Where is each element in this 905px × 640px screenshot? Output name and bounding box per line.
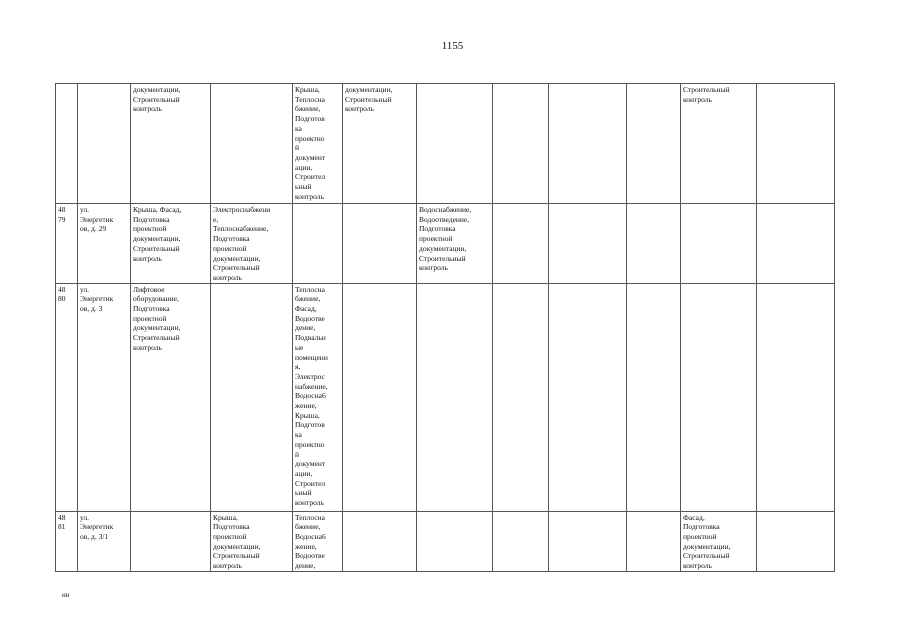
table-cell [78, 511, 131, 571]
table-row [56, 84, 835, 204]
table-cell [757, 283, 835, 511]
cell-text-line: ации, [295, 468, 313, 478]
cell-text-line: е, [213, 214, 219, 224]
cell-text-line: Подготовка [419, 224, 456, 234]
page-number: 1155 [441, 40, 464, 52]
cell-text-line: 80 [58, 294, 66, 304]
table-cell [78, 84, 131, 204]
cell-text-line: бжение, [295, 294, 321, 304]
table-cell [211, 283, 293, 511]
cell-text-line: проектной [419, 234, 453, 244]
table-cell [343, 511, 417, 571]
cell-text-line: Подготов [295, 420, 325, 430]
table-cell [417, 84, 493, 204]
cell-text-line: 48 [58, 512, 66, 522]
table-cell [757, 84, 835, 204]
cell-text-line: контроль [683, 94, 712, 104]
cell-text-line: ка [295, 123, 302, 133]
cell-text-line: Строительный [133, 243, 180, 253]
cell-text-line: ов, д. 3/1 [80, 532, 109, 542]
cell-text-line: Энергетик [80, 522, 114, 532]
cell-text-line: Строительный [133, 333, 180, 343]
cell-text-line: Водоотве [295, 551, 325, 561]
table-cell [757, 511, 835, 571]
table-cell [293, 283, 343, 511]
table-cell [211, 204, 293, 284]
cell-text-line: документации, [345, 85, 393, 94]
cell-text-line: ов, д. 3 [80, 304, 103, 314]
cell-text-line: Крыша, [295, 85, 320, 94]
cell-text-line: документ [295, 459, 326, 469]
cell-text-line: контроль [213, 561, 242, 571]
table-row [56, 283, 835, 511]
cell-text-line: контроль [133, 104, 162, 114]
cell-text-line: проектной [683, 532, 717, 542]
cell-text-line: набжение, [295, 381, 328, 391]
cell-text-line: документации, [683, 541, 731, 551]
cell-text-line: Фасад, [295, 304, 317, 314]
cell-text-line: 48 [58, 205, 66, 214]
table-cell [757, 204, 835, 284]
cell-text-line: Водоснабжение, [419, 205, 472, 214]
cell-text-line: Строительный [133, 94, 180, 104]
cell-text-line: Водоотве [295, 313, 325, 323]
table-cell [56, 84, 78, 204]
table-cell [493, 283, 549, 511]
table-cell [549, 204, 627, 284]
cell-text-line: проектной [133, 313, 167, 323]
cell-text-line: ул. [80, 205, 90, 214]
table-cell [131, 283, 211, 511]
cell-text-line: проектной [133, 224, 167, 234]
cell-text-line: ые [295, 342, 304, 352]
cell-text-line: Подготовка [133, 214, 170, 224]
cell-text-line: ации, [295, 162, 313, 172]
cell-text-line: документации, [133, 85, 181, 94]
cell-text-line: контроль [295, 191, 324, 201]
cell-text-line: Подготовка [213, 522, 250, 532]
table-cell [293, 84, 343, 204]
table-cell [417, 283, 493, 511]
cell-text-line: Фасад, [683, 512, 705, 522]
cell-text-line: Лифтовое [133, 284, 165, 294]
table-cell [627, 84, 681, 204]
cell-text-line: проектно [295, 439, 325, 449]
table-cell [681, 511, 757, 571]
cell-text-line: Строительный [213, 263, 260, 273]
cell-text-line: Строительный [419, 253, 466, 263]
cell-text-line: Электроснабжени [213, 205, 271, 214]
cell-text-line: Подготовка [133, 304, 170, 314]
cell-text-line: Подвальн [295, 333, 326, 343]
table-cell [78, 283, 131, 511]
cell-text-line: ул. [80, 284, 90, 294]
table-body [56, 84, 835, 572]
cell-text-line: Крыша, [213, 512, 238, 522]
cell-text-line: Водосна6 [295, 532, 326, 542]
cell-text-line: контроль [213, 272, 242, 282]
cell-text-line: жение, [295, 401, 317, 411]
cell-text-line: Крыша, Фасад, [133, 205, 182, 214]
table-cell [627, 204, 681, 284]
table-cell [681, 204, 757, 284]
cell-text-line: контроль [295, 498, 324, 508]
cell-text-line: Энергетик [80, 214, 114, 224]
cell-text-line: дение, [295, 561, 316, 571]
cell-text-line: Строител [295, 172, 326, 182]
cell-text-line: Крыша, [295, 410, 320, 420]
table-cell [549, 511, 627, 571]
table-cell [493, 84, 549, 204]
cell-text-line: Подготовка [213, 234, 250, 244]
cell-text-line: ьный [295, 182, 312, 192]
cell-text-line: Теплосна [295, 512, 325, 522]
table-cell [56, 511, 78, 571]
cell-text-line: проектной [213, 532, 247, 542]
cell-text-line: бжение, [295, 104, 321, 114]
table-cell [493, 511, 549, 571]
cell-text-line: Теплоснабжение, [213, 224, 269, 234]
cell-text-line: 48 [58, 284, 66, 294]
cell-text-line: ов, д. 29 [80, 224, 107, 234]
cell-text-line: 81 [58, 522, 66, 532]
cell-text-line: документации, [419, 243, 467, 253]
cell-text-line: помещени [295, 352, 328, 362]
cell-text-line: Энергетик [80, 294, 114, 304]
table-cell [293, 204, 343, 284]
cell-text-line: ьный [295, 488, 312, 498]
cell-text-line: Строительный [345, 94, 392, 104]
cell-text-line: Водоотведение, [419, 214, 470, 224]
cell-text-line: Электрос [295, 371, 325, 381]
table-cell [78, 204, 131, 284]
cell-text-line: документ [295, 152, 326, 162]
table-cell [56, 204, 78, 284]
table-row [56, 204, 835, 284]
cell-text-line: Строительный [213, 551, 260, 561]
cell-text-line: Теплосна [295, 284, 325, 294]
cell-text-line: бжение, [295, 522, 321, 532]
table-cell [549, 84, 627, 204]
table-cell [211, 511, 293, 571]
cell-text-line: контроль [683, 561, 712, 571]
repair-schedule-table [55, 83, 835, 572]
cell-text-line: оборудование, [133, 294, 179, 304]
cell-text-line: жение, [295, 541, 317, 551]
cell-text-line: 79 [58, 214, 66, 224]
cell-text-line: проектной [213, 243, 247, 253]
table-cell [627, 511, 681, 571]
cell-text-line: контроль [133, 342, 162, 352]
table-cell [131, 84, 211, 204]
table-cell [131, 511, 211, 571]
table-cell [681, 84, 757, 204]
cell-text-line: документации, [133, 234, 181, 244]
cell-text-line: документации, [213, 541, 261, 551]
cell-text-line: ка [295, 430, 302, 440]
table-cell [343, 84, 417, 204]
cell-text-line: документации, [213, 253, 261, 263]
cell-text-line: контроль [345, 104, 374, 114]
table-cell [56, 283, 78, 511]
table-row [56, 511, 835, 571]
cell-text-line: й [295, 449, 300, 459]
cell-text-line: Водосна6 [295, 391, 326, 401]
cell-text-line: й [295, 143, 300, 153]
table-cell [627, 283, 681, 511]
table-cell [417, 511, 493, 571]
table-cell [211, 84, 293, 204]
cell-text-line: Строительный [683, 85, 730, 94]
cell-text-line: контроль [133, 253, 162, 263]
cell-text-line: документации, [133, 323, 181, 333]
table-cell [343, 283, 417, 511]
cell-text-line: Теплосна [295, 94, 325, 104]
cell-text-line: проектно [295, 133, 325, 143]
table-cell [417, 204, 493, 284]
cell-text-line: Подготов [295, 114, 325, 124]
cell-text-line: ул. [80, 512, 90, 522]
cell-text-line: Строител [295, 478, 326, 488]
cell-text-line: дение, [295, 323, 316, 333]
table-cell [549, 283, 627, 511]
table-cell [493, 204, 549, 284]
table-cell [681, 283, 757, 511]
table-cell [343, 204, 417, 284]
cell-text-line: Подготовка [683, 522, 720, 532]
cell-text-line: я, [295, 362, 301, 372]
table-cell [293, 511, 343, 571]
cell-text-line: Строительный [683, 551, 730, 561]
cell-text-line: контроль [419, 263, 448, 273]
footer-mark: нн [62, 591, 70, 599]
table-cell [131, 204, 211, 284]
